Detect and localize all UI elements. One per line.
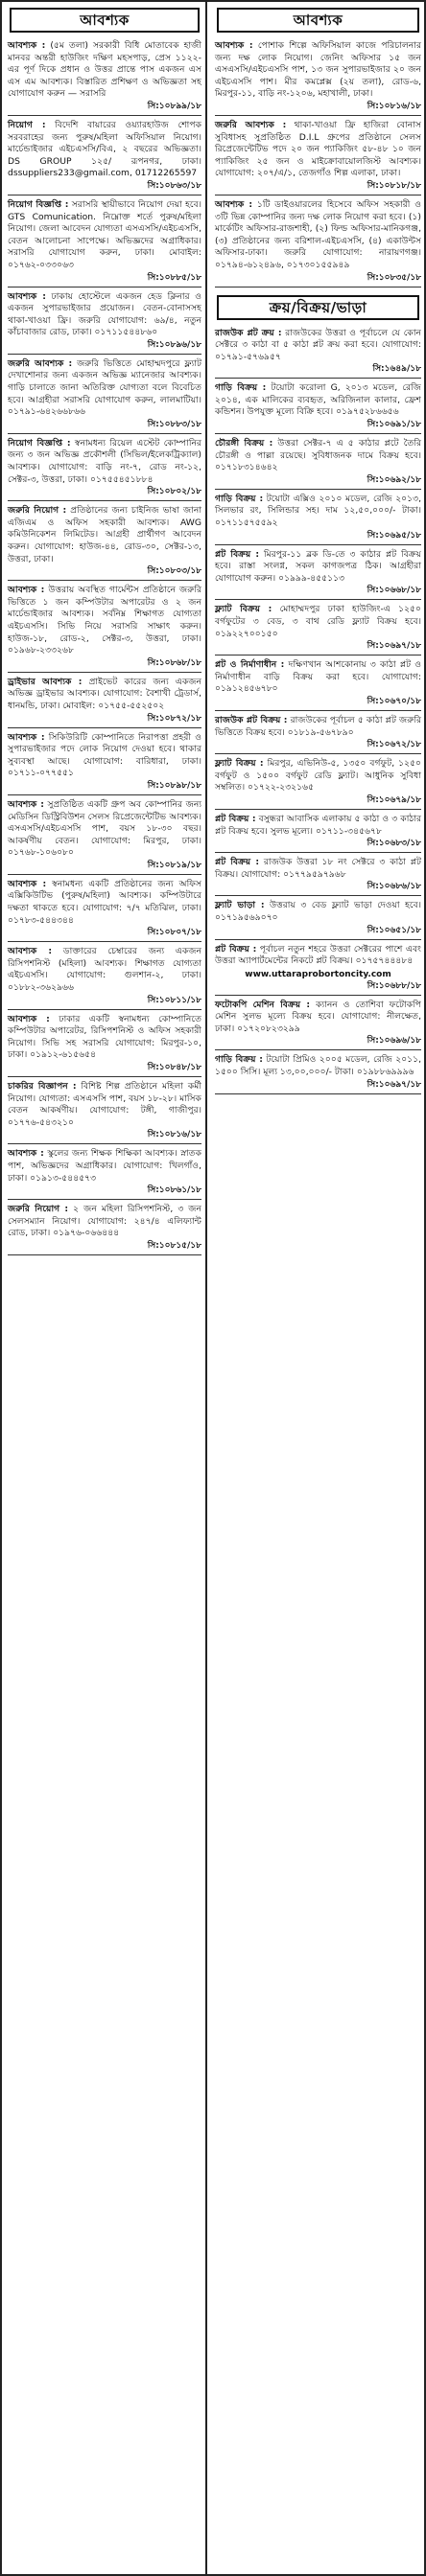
ad-lead: জরুরি নিয়োগ : [8, 505, 67, 517]
ad-body [215, 857, 421, 881]
ad-lead: গাড়ি বিক্রয় : [215, 382, 267, 394]
ad-divider [215, 710, 421, 711]
ad-divider [215, 655, 421, 656]
ad-text: প্রতিষ্ঠানের জন্য চাইনিজ ভাষা জানা এজিএম ও অফিস সহকারী আবশ্যক। AWG কমিউনিকেশন লিমিটেড। আগ্রহী প্রার্থীগণ আবেদন করুন। যোগাযোগ: হাউজ-৪৪, রোড-৩০, সেক্টর-১৩, উত্তরা, ঢাকা। [8, 505, 201, 564]
ad-body [215, 659, 421, 696]
ad-divider [8, 287, 201, 288]
ad-divider [8, 195, 201, 196]
ad-lead: আবশ্যক : [215, 198, 253, 210]
right-column [209, 2, 426, 2574]
classified-ad [215, 900, 421, 939]
ad-reference-code: সি:১০৬৯৭/১৮ [367, 641, 421, 652]
ad-lead: আবশ্যক : [8, 1148, 44, 1160]
ad-divider [215, 433, 421, 434]
ad-divider [215, 115, 421, 116]
ad-text: থাকা-খাওয়া ফ্রি হাজিরা বোনাস সুবিধাসহ সুপ্রতিষ্ঠিত D.I.L গ্রুপের প্রতিষ্ঠানে সেলস রিপ্রেজেন্টেটিভ পদে ২০ জন প্যাকিজিং ৫৮-৪৮ ১০ জন প্যাকিজিং ২৫ জন ও মাইক্রোবায়োলজিস্ট আবশ্যক। যোগাযোগ: ২০৭/এ/১, তেজগাঁও শিল্প এলাকা, ঢাকা। [215, 119, 422, 179]
ad-text: মোহাম্মদপুর ঢাকা হাউজিং-এ ১২৫০ বর্গফুটের ৩ বেড, ৩ বাথ রেডি ফ্ল্যাট বিক্রয় হবে। ০১৯২২৭০০১৫০ [215, 604, 421, 639]
ad-reference-code: সি:১৬৪৯/১৮ [372, 364, 421, 375]
section-header-left: আবশ্যক [10, 8, 200, 33]
classified-ad [8, 799, 201, 875]
classified-ad [8, 505, 201, 581]
classified-ad [215, 944, 421, 968]
ad-reference-code: সি:১০৮৭২/১৮ [147, 713, 201, 724]
ad-divider [8, 1009, 201, 1010]
ad-lead: আবশ্যক : [8, 290, 46, 302]
ad-body [215, 814, 421, 838]
ad-text: ঢাকার একটি স্বনামধন্য কোম্পানিতে কম্পিউটার অপারেটর, রিসিপশনিস্ট ও অফিস সহকারী নিয়োগ। সিভি সহ সরাসরি যোগাযোগ: মিরপুর-১০, ঢাকা। ০১৯১২-৬১৫৬৫৪ [8, 1013, 201, 1061]
right-top-ads-list [215, 40, 421, 288]
classified-ad [8, 879, 201, 942]
ad-divider [8, 672, 201, 673]
classified-ad [8, 1204, 201, 1255]
classified-ad [8, 1014, 201, 1077]
ad-body [215, 382, 421, 419]
ad-divider [215, 599, 421, 600]
ad-text: পূর্বাচল নতুন শহরে উত্তরা সেক্টরের পাশে এবং উত্তরা অ্যাপার্টমেন্টের নিকটে প্লট বিক্রয়। ০১৭৫৭৪৪৪৮৪ [215, 943, 422, 967]
ad-lead: আবশ্যক : [8, 798, 44, 810]
ad-divider [215, 809, 421, 810]
ad-body [215, 1000, 421, 1036]
ad-body [8, 199, 201, 272]
ad-text: ১টি ডাইওয়ারলের হিসেবে অফিস সহকারী ও ৩টি ভিন্ন কোম্পানির জন্য দক্ষ লোক নিয়োগ করা হবে। (১) মার্কেটিং অফিসার-রাজশাহী, (২) ফিল্ড অফিসার-মানিকগঞ্জ, (৩) প্রতিষ্ঠানের জন্য বরিশাল-এইচএসসি, (৪) একাউন্টস অফিসার-ঢাকা। জরুরি যোগাযোগ: নারায়ণগঞ্জ। ০১৭৯৪-৬১২৪৯৬, ০১৭৩০১৫৫৯৪৯ [215, 198, 421, 270]
ad-reference-code: সি:১০৬৯১/১৮ [367, 420, 421, 430]
classified-ad [215, 382, 421, 434]
classified-ad [215, 970, 421, 996]
ad-lead: আবশ্যক : [8, 1013, 50, 1024]
section-header-sale: ক্রয়/বিক্রয়/ভাড়া [217, 295, 419, 320]
ad-lead: আবশ্যক : [8, 585, 45, 596]
classified-ad [8, 358, 201, 434]
ad-reference-code: সি:১০৮১৮/১৮ [367, 180, 421, 191]
ad-lead: প্লট ও নির্মাণাধীন : [215, 659, 285, 671]
ad-lead: আবশ্যক : [8, 878, 47, 889]
ad-reference-code: সি:১০৮০৩/১৮ [147, 566, 201, 577]
ad-divider [215, 195, 421, 196]
ad-divider [215, 544, 421, 545]
ad-divider [8, 115, 201, 116]
ad-text: স্বনামধন্য একটি প্রতিষ্ঠানের জন্য অফিস এক্সিকিউটিভ (পুরুষ/মহিলা) আবশ্যক। কম্পিউটারে দক্ষতা থাকতে হবে। যোগাযোগ: ৭/৭ মতিঝিল, ঢাকা। ০১৭৮৩-৫৪৪৩৪৪ [8, 878, 202, 926]
ad-reference-code: সি:১০৮১৯/১৮ [147, 860, 201, 870]
ad-body [215, 900, 421, 924]
ad-text: স্বনামধন্য রিয়েল এস্টেট কোম্পানির জন্য ৩ জন অভিজ্ঞ প্রকৌশলী (সিভিল/ইলেকট্রিক্যাল) আবশ্যক। যোগাযোগ: বাড়ি নং-৭, রোড নং-১২, সেক্টর-৩, উত্তরা, ঢাকা। ০১৭৫৫৪৫১৮৮৪ [8, 437, 201, 485]
classified-ad [8, 40, 201, 116]
ad-body [215, 120, 421, 180]
ad-lead: ড্রাইভার আবশ্যক : [8, 676, 83, 687]
ad-body [8, 1204, 201, 1240]
ad-divider [8, 1076, 201, 1077]
ad-divider [8, 500, 201, 501]
classified-ad [215, 40, 421, 116]
ad-lead: গাড়ি বিক্রয় : [215, 493, 264, 504]
ad-body [8, 291, 201, 339]
ad-lead: আবশ্যক : [215, 40, 253, 51]
ad-text: ঢাকায় হোস্টেলে একজন হেড ক্লিনার ও একজন সুপারভাইজার প্রয়োজন। বেতন-বোনাসসহ থাকা-খাওয়া ফ্রি। জরুরি যোগাযোগ: ৬৯/৪, নতুন কাঁচাবাজার রোড, ঢাকা। ০১৭১১৫৪৪৮৬০ [8, 290, 202, 338]
ad-divider [8, 941, 201, 942]
classified-ad [215, 857, 421, 896]
classified-ad [215, 659, 421, 711]
ad-reference-code: সি:১০৬৯৬/১৮ [367, 1036, 421, 1046]
ad-divider [215, 852, 421, 853]
ad-lead: জরুরি আবশ্যক : [215, 119, 287, 130]
classified-ad [215, 120, 421, 196]
classified-ad [8, 677, 201, 728]
ad-divider [8, 794, 201, 795]
ad-body [8, 40, 201, 101]
ad-lead: নিয়োগ বিজ্ঞপ্তি : [8, 437, 71, 448]
classified-ad [215, 494, 421, 545]
ad-divider [8, 874, 201, 875]
ad-lead: চাকরির বিজ্ঞাপন : [8, 1081, 77, 1092]
ad-divider [8, 1254, 201, 1255]
ad-divider [8, 433, 201, 434]
ad-body [215, 40, 421, 101]
ad-reference-code: সি:১০৬৯৫/১৮ [367, 530, 421, 540]
ad-body [8, 1081, 201, 1129]
classified-ad [215, 328, 421, 380]
left-column [2, 2, 207, 2574]
ad-reference-code: সি:১০৮৯৯/১৮ [147, 101, 201, 111]
ad-body [8, 120, 201, 180]
ad-body [215, 549, 421, 586]
ad-reference-code: সি:১০৬৭০/১৮ [367, 696, 421, 706]
ad-text: পোশাক শিল্পে অফিসিয়াল কাজে পরিচালনার জন্য দক্ষ লোক নিয়োগ। জেনিং অফিসার ১৫ জন এসএসসি/এইচএসসি পাশ, ১৩ জন সুপারভাইজার ২০ জন এইচএসসি পাশ। মীর কমপ্লেক্স (২য় তলা), রোড-৬, মিরপুর-১১, বাড়ি নং-১২০৬, মহাখালী, ঢাকা। [215, 40, 422, 100]
ad-text: জরুরি ভিত্তিতে মোহাম্মদপুরে ফ্ল্যাট দেখাশোনার জন্য একজন অভিজ্ঞ ম্যানেজার আবশ্যক। গাড়ি চালাতে জানা অতিরিক্ত যোগ্যতা বলে বিবেচিত হবে। আগ্রহীরা সরাসরি যোগাযোগ করুন, লালমাটিয়া। ০১৭৯১-৬৪২৬৬৮৬৬ [8, 357, 201, 418]
ad-lead: আবশ্যক : [8, 946, 53, 957]
ad-divider [8, 1143, 201, 1144]
ad-divider [215, 939, 421, 940]
ad-body [215, 944, 421, 968]
ad-reference-code: সি:১০৮৩৫/১৮ [367, 272, 421, 283]
ad-divider [215, 1093, 421, 1094]
ad-lead: ফ্ল্যাট বিক্রয় : [215, 604, 272, 615]
classified-ad [215, 1000, 421, 1051]
ad-divider [8, 1199, 201, 1200]
ad-body [8, 879, 201, 927]
ad-lead: জরুরি নিয়োগ : [8, 1204, 69, 1215]
ad-body [8, 1148, 201, 1184]
ad-divider [215, 1049, 421, 1050]
ad-lead: রাজউক প্লট ক্রয় : [215, 327, 282, 338]
classified-ad [215, 549, 421, 601]
ad-body [8, 358, 201, 419]
classified-ad [8, 199, 201, 288]
ad-body [215, 758, 421, 794]
ad-divider [215, 489, 421, 490]
ad-divider [8, 354, 201, 355]
ad-body [215, 438, 421, 474]
ad-body [8, 438, 201, 486]
ad-text: www.uttaraprobortoncity.com [245, 969, 391, 979]
ad-text: উত্তরায় অবস্থিত গার্মেন্টস প্রতিষ্ঠানে জরুরি ভিত্তিতে ১ জন কম্পিউটার অপারেটর ও ২ জন মার্চেন্ডাইজার আবশ্যক। সর্বনিম্ন শিক্ষাগত যোগ্যতা এইচএসসি। সিভি নিয়ে সরাসরি সাক্ষাৎ করুন। হাউজ-১৮, রোড-২, সেক্টর-৩, উত্তরা, ঢাকা। ০১৯৬৮-২৩৩২৬৮ [8, 585, 202, 656]
ad-lead: চৌরঙ্গী বিক্রয় : [215, 438, 273, 449]
classified-ad [215, 438, 421, 490]
ad-divider [215, 895, 421, 896]
ad-text: সুপ্রতিষ্ঠিত একটি গ্রুপ অব কোম্পানির জন্য মেডিসিন ডিস্ট্রিবিউশন সেলস রিপ্রেজেন্টেটিভ আবশ্যক। এসএসসি/এইচএসসি পাশ, বয়স ১৮-৩০ বছর। আকর্ষণীয় বেতন। যোগাযোগ: মিরপুর, ঢাকা। ০১৭৬৮-১০৬০৮০ [8, 798, 201, 859]
ad-website [215, 970, 421, 979]
ad-reference-code: সি:১০৮১৫/১৮ [147, 1240, 201, 1251]
ad-text: স্কুলের জন্য শিক্ষক শিক্ষিকা আবশ্যক। স্নাতক পাশ, অভিজ্ঞদের অগ্রাধিকার। যোগাযোগ: খিলগাঁও, ঢাকা। ০১৯১৩-৫৪৪৫৭৩ [8, 1148, 201, 1184]
ad-reference-code: সি:১০৬৮৮/১৮ [367, 980, 421, 991]
classified-ad [8, 1148, 201, 1200]
ad-text: বসুন্ধরা আবাসিক এলাকায় ৫ কাঠা ও ৩ কাঠার প্লট বিক্রয় হবে। সুলভ মূল্যে। ০১৭১১-৩৪৫৬৭৮ [215, 813, 421, 837]
ad-text: বিশিষ্ট শিল্প প্রতিষ্ঠানে মহিলা কর্মী নিয়োগ। যোগ্যতা: এসএসসি পাশ, বয়স ১৮-২৮। মাসিক বেতন আকর্ষণীয়। যোগাযোগ: টঙ্গী, গাজীপুর। ০১৭৭৬-৫৪৩২১০ [8, 1081, 201, 1128]
ad-text: বিদেশি বায়ারের ওয়্যারহাউজ শোপক সরবরাহের জন্য পুরুষ/মহিলা অফিসিয়াল নিয়োগ। মার্চেন্ডাইজার এইচএসসি/বিএ, ২ বছরের অভিজ্ঞতা। DS GROUP ১২৫/ রূপনগর, ঢাকা। dssuppliers233@gmail.com, 01712265597 [8, 119, 202, 179]
ad-lead: নিয়োগ : [8, 119, 46, 130]
ad-body [8, 732, 201, 780]
classified-ad [215, 199, 421, 288]
ad-body [8, 585, 201, 657]
ad-reference-code: সি:১০৮৯৬/১৮ [147, 339, 201, 350]
ad-body [215, 328, 421, 364]
ad-divider [215, 753, 421, 754]
ad-body [8, 505, 201, 565]
ad-text: মিরপুর-১১ ব্লক ডি-তে ৩ কাঠার প্লট বিক্রয় হবে। রাস্তা সংলগ্ন, সকল কাগজপত্র ঠিক। আগ্রহীরা যোগাযোগ করুন। ০১৯৯৯-৪৫৫১১৩ [215, 548, 422, 584]
classified-ad [215, 758, 421, 810]
ad-body [8, 799, 201, 860]
classified-ad [215, 715, 421, 754]
ad-reference-code: সি:১০৮১৬/১৮ [147, 1130, 201, 1140]
ad-reference-code: সি:১০৬৮৬/১৮ [367, 882, 421, 892]
left-ads-list [8, 40, 201, 1255]
classified-ad [8, 946, 201, 1009]
ad-body [8, 946, 201, 994]
classified-ad [215, 1054, 421, 1093]
ad-text: (৫ম তলা) সরকারী বিধি মোতাবেক হাজী মানবর অন্তরী হাউজিং দক্ষিণ মহসপাড়, প্রেস ১১২২-এর পূর্ণ দিকে প্রধান ও উত্তর প্রান্তে পাস একজন এস এস এম আবশ্যক। বিস্তারিত প্রশিক্ষণ ও অভিজ্ঞতা সহ যোগাযোগ করুন — সরাসরি [8, 40, 202, 100]
ad-lead: গাড়ি বিক্রয় : [215, 1054, 263, 1066]
ad-body [215, 1054, 421, 1078]
classified-ad [8, 291, 201, 355]
ad-text: সরাসরি স্থায়ীভাবে নিয়োগ দেয়া হবে। GTS Comunication. নিম্নোক্ত শর্তে পুরুষ/মহিলা নিয়োগ। জেলা আবেদন যোগ্যতা এসএসসি/এইচএসসি, বেতন আলোচনা সাপেক্ষে। অভিজ্ঞদের অগ্রাধিকার। সরাসরি যোগাযোগ করুন, ঢাকা। মোবাইল: ০১৭৬২-০৩৩০৬৩ [8, 198, 201, 270]
ad-divider [215, 995, 421, 996]
classified-ad [215, 604, 421, 656]
classified-ad [215, 814, 421, 853]
ad-reference-code: সি:১০৬৬৮/১৮ [367, 586, 421, 596]
ad-lead: প্লট বিক্রয় : [215, 548, 260, 560]
ad-divider [215, 378, 421, 379]
ad-reference-code: সি:১০৮৬৩/১৮ [147, 180, 201, 191]
ad-text: প্রাইভেট কারের জন্য একজন অভিজ্ঞ ড্রাইভার আবশ্যক। যোগাযোগ: বৈশাখী ট্রেডার্স, ধানমন্ডি, ঢাকা। মোবাইল: ০১৭৫৫-৫৫২৫০২ [8, 676, 201, 711]
ad-reference-code: সি:১০৬৭২/১৮ [367, 740, 421, 750]
ad-text: উত্তরায় ৩ বেড ফ্ল্যাট ভাড়া দেওয়া হবে। ০১৭১৯৫৬৯০৭০ [215, 900, 421, 923]
ad-reference-code: সি:১০৬৯২/১৮ [367, 474, 421, 485]
ad-body [215, 715, 421, 739]
ad-reference-code: সি:১০৬৯৭/১৮ [367, 1079, 421, 1090]
ad-lead: প্লট বিক্রয় : [215, 813, 256, 824]
ad-reference-code: সি:১০৮৬১/১৮ [147, 1185, 201, 1196]
ad-text: রাজউকের পূর্বাচল ৫ কাঠা প্লট জরুরি ভিত্তিতে বিক্রয় হবে। ০১৮১৯-৫৬৭৮৯০ [215, 714, 422, 738]
ad-lead: প্লট বিক্রয় : [215, 857, 260, 868]
ad-reference-code: সি:১০৬৫১/১৮ [367, 925, 421, 935]
section-header-right: আবশ্যক [217, 8, 419, 33]
classified-ad [8, 732, 201, 795]
ad-body [8, 677, 201, 713]
ad-text: উত্তরা সেক্টর-৭ এ ৫ কাঠার প্লটে তৈরি চৌরঙ্গী ও পাল্লা রয়েছে। সুবিধাজনক দামে বিক্রয় হবে। ০১৭১৮৩১৪৬৪২ [215, 438, 421, 473]
ad-reference-code: সি:১০৮৮৫/১৮ [147, 272, 201, 283]
ad-lead: ফ্ল্যাট ভাড়া : [215, 900, 265, 911]
ad-text: ডাক্তারের চেম্বারের জন্য একজন রিসিপশনিস্ট (মহিলা) আবশ্যক। শিক্ষাগত যোগ্যতা এইচএসসি। যোগাযোগ: গুলশান-২, ঢাকা। ০১৮৮২-৩৬২৯৬৬ [8, 946, 201, 994]
ad-text: টয়োটা এক্সিও ২০১০ মডেল, রেজি ২০১৩, সিলভার রং, সিলিন্ডার সহ। দাম ১২,৫০,০০০/- টাকা। ০১৭১১৫৭৫৫৯২ [215, 493, 421, 529]
ad-reference-code: সি:১০৬৮৩/১৮ [367, 839, 421, 849]
ad-reference-code: সি:১০৮০২/১৮ [147, 487, 201, 497]
ad-reference-code: সি:১০৮০৭/১৮ [147, 928, 201, 938]
classified-ad [8, 1081, 201, 1144]
ad-divider [8, 727, 201, 728]
ad-text: টয়োটা করোলা G, ২০১৩ মডেল, রেজি ২০১৪, এক মালিকের ব্যবহৃত, অরিজিনাল কালার, ফ্রেশ কন্ডিশন। উপযুক্ত মূল্যে বিক্রি হবে। ০১৯৭৫২৮৬৬৫৬ [215, 382, 422, 418]
ad-reference-code: সি:১০৮৮৩/১৮ [147, 419, 201, 429]
ad-lead: আবশ্যক : [8, 40, 46, 51]
ad-text: দক্ষিণখান আশকোনায় ৩ কাঠা প্লট ও নির্মাণাধীন বাড়ি বিক্রয় করা হবে। যোগাযোগ: ০১৯১২৪৫৬৭৮০ [215, 659, 422, 695]
ad-text: সিকিউরিটি কোম্পানিতে নিরাপত্তা প্রহরী ও সুপারভাইজার পদে লোক নিয়োগ দেওয়া হবে। থাকার সুব্যবস্থা আছে। যোগাযোগ: বারিধারা, ঢাকা। ০১৭১১-০৭৭৫৫১ [8, 731, 201, 779]
ad-reference-code: সি:১০৮১১/১৮ [147, 995, 201, 1005]
ad-lead: ফটোকপি মেশিন বিক্রয় : [215, 999, 311, 1010]
ad-text: মিরপুর, এভিনিউ-৫, ১৩৫০ বর্গফুট, ১২৫০ বর্গফুট ও ১৫০০ বর্গফুট রেডি ফ্ল্যাট। আধুনিক সুবিধা সম্বলিত। ০১৭২২-২৩২১৬৫ [215, 758, 422, 794]
ad-lead: ফ্ল্যাট বিক্রয় : [215, 758, 264, 770]
classified-ad [8, 120, 201, 196]
right-sale-ads-list [215, 328, 421, 1094]
ad-reference-code: সি:১০৮৯৮/১৮ [147, 780, 201, 791]
ad-lead: জরুরি আবশ্যক : [8, 357, 73, 369]
ad-lead: নিয়োগ বিজ্ঞপ্তি : [8, 198, 69, 210]
ad-body [8, 1014, 201, 1062]
ad-reference-code: সি:১০৮৬৮/১৮ [147, 657, 201, 668]
ad-text: ক্যানন ও তোশিবা ফটোকপি মেশিন সুলভ মূল্যে বিক্রয় হবে। যোগাযোগ: নীলক্ষেত, ঢাকা। ০১৭২০৮২৩২৯৯ [215, 999, 422, 1034]
ad-lead: আবশ্যক : [8, 731, 45, 743]
ad-reference-code: সি:১০৮১৬/১৮ [367, 101, 421, 111]
ad-lead: রাজউক প্লট বিক্রয় : [215, 714, 288, 725]
ad-lead: প্লট বিক্রয় : [215, 943, 257, 954]
ad-body [215, 494, 421, 530]
ad-body [215, 604, 421, 640]
ad-text: ২ জন মহিলা রিসিপশনিস্ট, ৩ জন সেলসম্যান নিয়োগ। যোগাযোগ: ২৪৭/৪ এলিফ্যান্ট রোড, ঢাকা। ০১৯৭৬-০৬৬৪৪৪ [8, 1204, 202, 1239]
ad-reference-code: সি:১০৮৪৮/১৮ [147, 1063, 201, 1072]
ad-reference-code: সি:১০৬৭৯/১৮ [367, 794, 421, 805]
ad-divider [8, 580, 201, 581]
ad-body [215, 199, 421, 272]
classified-ad [8, 585, 201, 673]
classified-ad [8, 438, 201, 501]
ad-text: রাজউকের উত্তরা ও পূর্বাচলে যে কোন সেক্টরে ৩ কাঠা বা ৫ কাঠা প্লট ক্রয় করা হবে। যোগাযোগ: ০১৭৯১-৫৭৬৯৫৭ [215, 327, 421, 362]
ad-text: টয়োটা প্রিমিও ২০০৫ মডেল, রেজি ২০১১, ১৫০০ সিসি। মূল্য ১৩,০০,০০০/- টাকা। ০১৯৮৮৬৯৯৯৬ [215, 1054, 422, 1078]
ad-text: রাজউক উত্তরা ১৮ নং সেক্টরে ৩ কাঠা প্লট বিক্রয়। যোগাযোগ: ০১৭৭৯৫৯৭৯৬৮ [215, 857, 422, 880]
ad-divider [215, 287, 421, 288]
